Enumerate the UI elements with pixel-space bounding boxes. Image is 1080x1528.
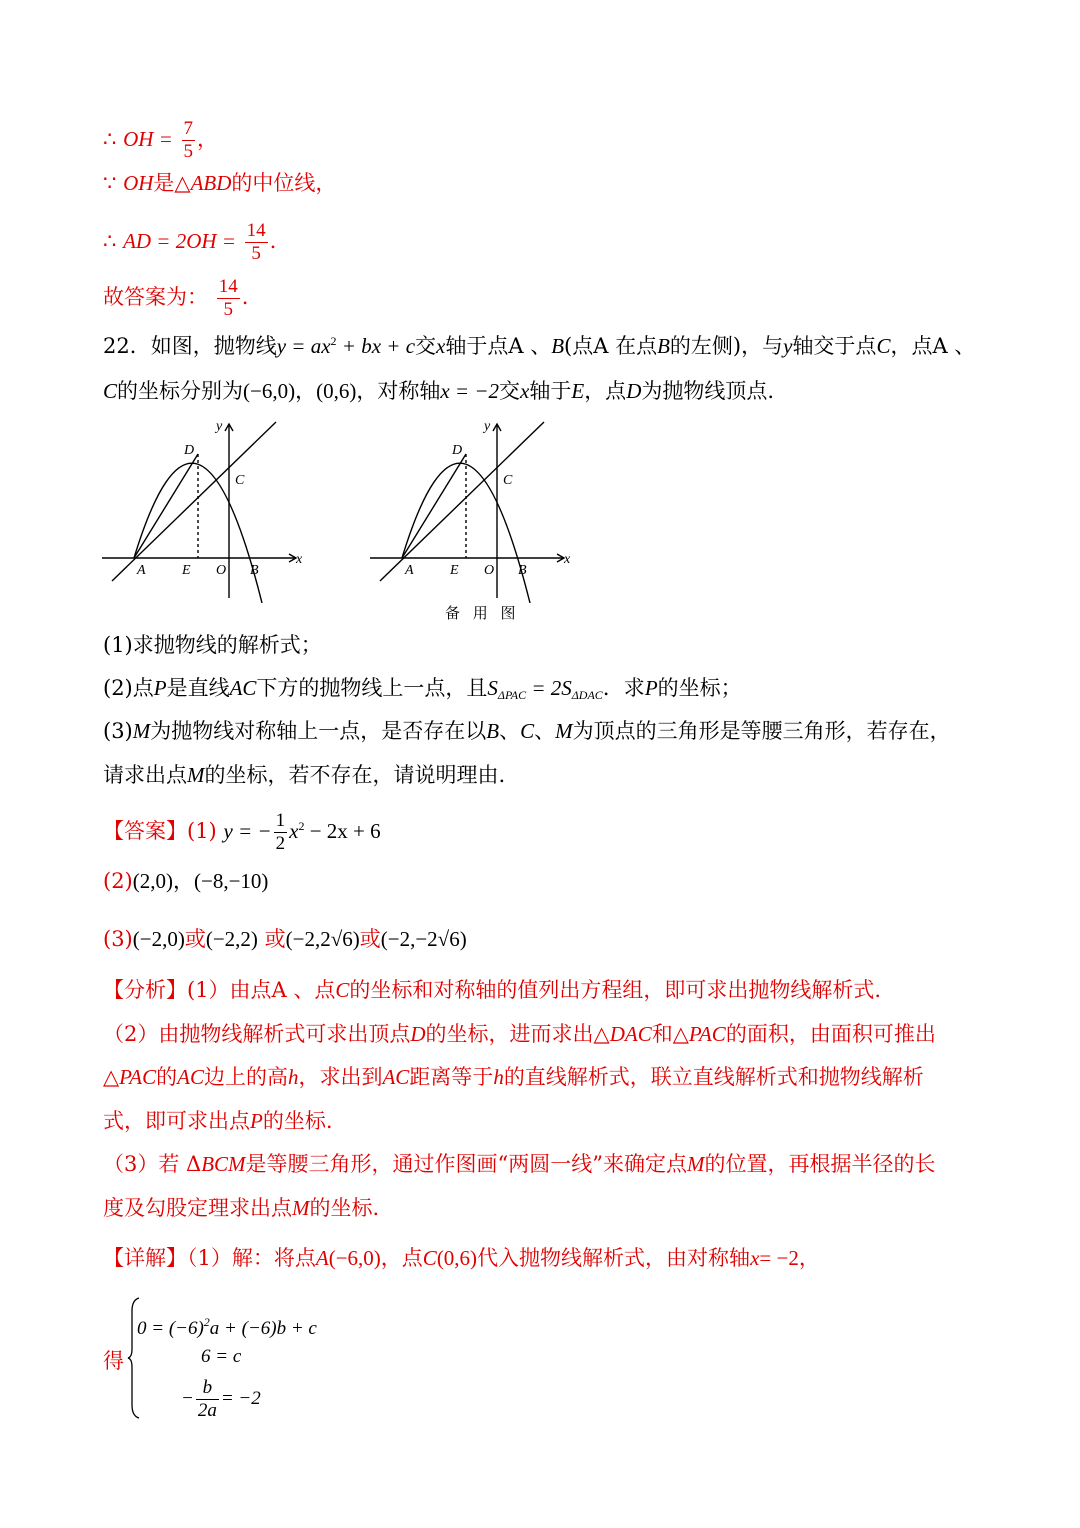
label-c: C [503,473,513,488]
parabola-figure-main [100,418,305,603]
analysis-line-6: 度及勾股定理求出点M的坐标. [103,1196,380,1220]
answer-2: (2)(2,0)，(−8,−10) [103,869,269,893]
line-ad: ∴ AD = 2OH = $\frac{14}{5}$ . [103,220,277,264]
analysis-line-4: 式，即可求出点P的坐标. [103,1109,333,1133]
label-o: O [216,563,227,578]
line-answer-is: 故答案为： $\frac{14}{5}$ . [103,276,249,320]
equation-1: $0 = (-6)^2a + (-6)b + c$ [137,1315,317,1339]
analysis-line-3: △PAC的AC边上的高h，求出到AC距离等于h的直线解析式，联立直线解析式和抛物线解析 [103,1065,924,1089]
detail-line-1: 【详解】（1）解：将点A(−6,0)，点C(0,6)代入抛物线解析式，由对称轴x= −2， [103,1246,820,1270]
label-b: B [250,563,259,578]
parabola-figure-backup [368,418,573,603]
equation-3: − $\frac{b}{2a}$ = −2 [181,1377,261,1421]
label-d: D [184,443,195,458]
label-y: y [484,419,491,434]
question-2: (2)点P是直线AC下方的抛物线上一点，且$S_{\Delta PAC} = 2S_{\Delta DAC}$．求P的坐标； [103,676,742,702]
analysis-line-5: （3）若 ΔBCM是等腰三角形，通过作图画“两圆一线”来确定点M的位置，再根据半径的长 [103,1152,936,1176]
question-3-line-1: (3)M为抛物线对称轴上一点，是否存在以B、C、M为顶点的三角形是等腰三角形，若存在， [103,719,951,743]
label-c: C [235,473,245,488]
label-e: E [182,563,191,578]
line-oh: ∴ OH = $\frac{7}{5}$ ， [103,118,219,162]
answer-3: (3)(−2,0)或(−2,2) 或(−2,2√6)或(−2,−2√6) [103,927,467,951]
question-1: (1)求抛物线的解析式； [103,633,322,657]
label-b: B [518,563,527,578]
figure-caption: 备 用 图 [445,604,520,622]
problem-line-1: 22．如图，抛物线$y = ax^2$ + bx + c交x轴于点A 、B(点A 在点B的左侧)，与y轴交于点C，点A 、 [103,334,976,358]
analysis-line-1: 【分析】(1）由点A 、点C的坐标和对称轴的值列出方程组，即可求出抛物线解析式. [103,978,882,1002]
label-o: O [484,563,495,578]
question-3-line-2: 请求出点M的坐标，若不存在，请说明理由. [103,763,506,787]
equation-2: 6 = c [201,1346,242,1367]
label-x: x [296,552,303,567]
problem-line-2: C的坐标分别为(−6,0)，(0,6)，对称轴x = −2交x轴于E，点D为抛物线顶点. [103,379,775,403]
label-e: E [450,563,459,578]
equation-system [103,1293,363,1423]
label-a: A [405,563,414,578]
de-label: 得 [103,1349,124,1373]
line-midline: ∵ OH是△ABD的中位线， [103,171,337,195]
label-y: y [216,419,223,434]
label-a: A [137,563,146,578]
answer-1: 【答案】(1) y = − $\frac{1}{2}$ $x^2 - 2x + 6$ [103,810,381,854]
label-x: x [564,552,571,567]
label-d: D [452,443,463,458]
analysis-line-2: （2）由抛物线解析式可求出顶点D的坐标，进而求出△DAC和△PAC的面积，由面积可推出 [103,1022,936,1046]
